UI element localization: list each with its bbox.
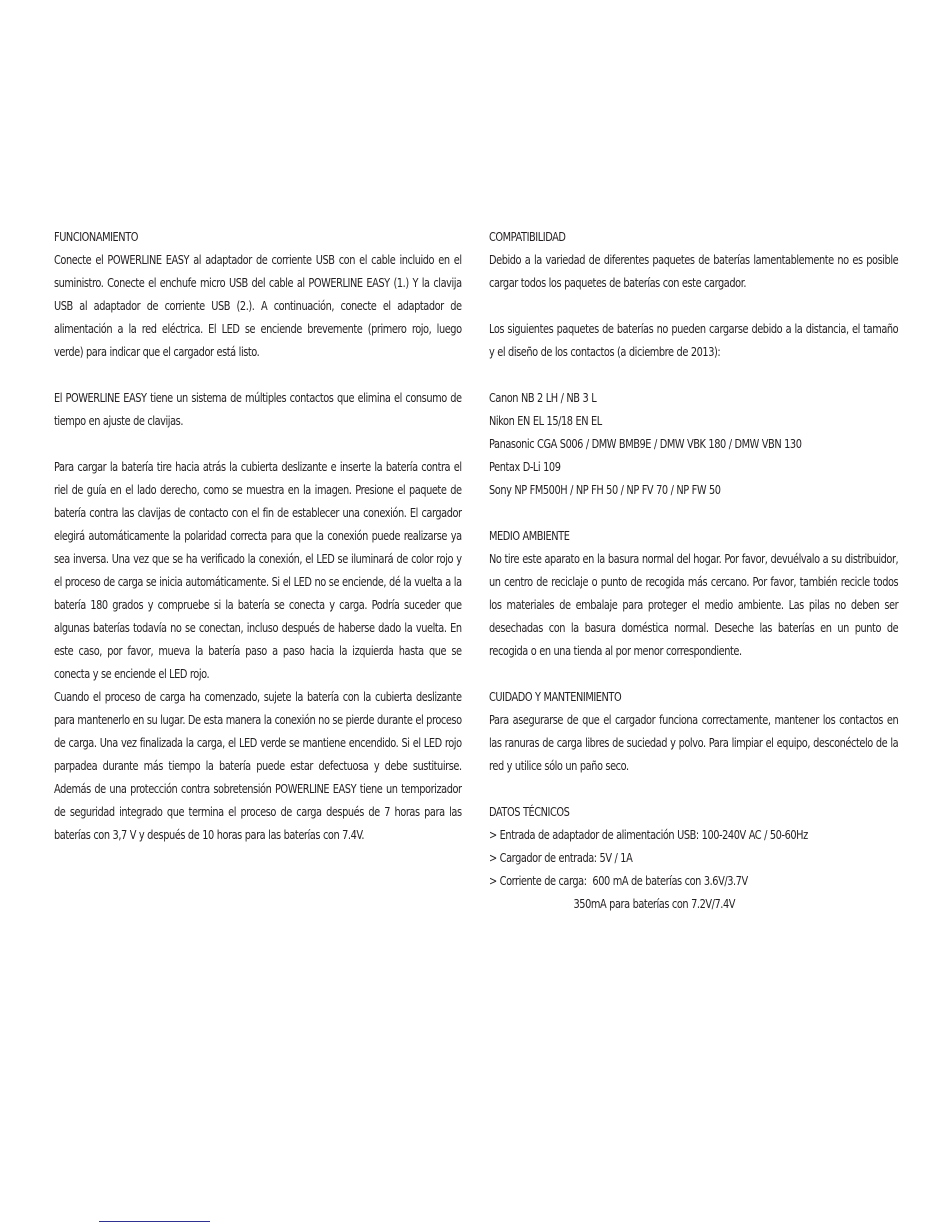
spec-line: 350mA para baterías con 7.2V/7.4V xyxy=(489,896,736,911)
spec-line: > Entrada de adaptador de alimentación USB: 100-240V AC / 50-60Hz xyxy=(489,827,808,842)
paragraph: Para cargar la batería tire hacia atrás la cubierta deslizante e inserte la batería contra el riel de guía en el lado derecho, como se muestra en la imagen. Presione el paquete de batería contra las clavijas de contacto con el fin de establecer una conexión. El cargador elegirá automáticamente la polaridad correcta para que la conexión puede realizarse ya sea inversa. Una vez que se ha verificado la conexión, el LED se iluminará de color rojo y el proceso de carga se inicia automáticamente. Si el LED no se enciende, dé la vuelta a la batería 180 grados y compruebe si la batería se conecta y carga. Podría suceder que algunas baterías todavía no se conectan, incluso después de haberse dado la vuelta. En este caso, por favor, mueva la batería paso a paso hacia la izquierda hasta que se conecta y se enciende el LED rojo. xyxy=(54,459,462,681)
list-item: Canon NB 2 LH / NB 3 L xyxy=(489,390,597,405)
paragraph: No tire este aparato en la basura normal del hogar. Por favor, devuélvalo a su distribuidor, un centro de reciclaje o punto de recogida más cercano. Por favor, también recicle todos los materiales de embalaje para proteger el medio ambiente. Las pilas no deben ser desechadas con la basura doméstica normal. Deseche las baterías en un punto de recogida o en una tienda al por menor correspondiente. xyxy=(489,551,899,658)
section-compatibilidad xyxy=(489,225,898,501)
paragraph: Los siguientes paquetes de baterías no pueden cargarse debido a la distancia, el tamaño y el diseño de los contactos (a diciembre de 2013): xyxy=(489,321,899,359)
paragraph: Para asegurarse de que el cargador funciona correctamente, mantener los contactos en las ranuras de carga libres de suciedad y polvo. Para limpiar el equipo, desconéctelo de la red y utilice sólo un paño seco. xyxy=(489,712,899,773)
list-item: Nikon EN EL 15/18 EN EL xyxy=(489,413,602,428)
spec-line: > Cargador de entrada: 5V / 1A xyxy=(489,850,633,865)
left-column xyxy=(54,225,462,846)
paragraph: Conecte el POWERLINE EASY al adaptador de corriente USB con el cable incluido en el suministro. Conecte el enchufe micro USB del cable al POWERLINE EASY (1.) Y la clavija USB al adaptador de corriente USB (2.). A continuación, conecte el adaptador de alimentación a la red eléctrica. El LED se enciende brevemente (primero rojo, luego verde) para indicar que el cargador está listo. xyxy=(54,252,462,359)
list-item: Panasonic CGA S006 / DMW BMB9E / DMW VBK 180 / DMW VBN 130 xyxy=(489,436,802,451)
footer-rule xyxy=(99,1221,210,1222)
heading-cuidado: CUIDADO Y MANTENIMIENTO xyxy=(489,689,622,704)
paragraph: El POWERLINE EASY tiene un sistema de múltiples contactos que elimina el consumo de tiempo en ajuste de clavijas. xyxy=(54,390,462,428)
paragraph: Debido a la variedad de diferentes paquetes de baterías lamentablemente no es posible cargar todos los paquetes de baterías con este cargador. xyxy=(489,252,899,290)
heading-compatibilidad: COMPATIBILIDAD xyxy=(489,229,566,244)
spec-line: > Corriente de carga: 600 mA de baterías con 3.6V/3.7V xyxy=(489,873,748,888)
list-item: Pentax D-Li 109 xyxy=(489,459,561,474)
section-datos-tecnicos xyxy=(489,800,898,915)
section-cuidado xyxy=(489,685,898,777)
battery-list xyxy=(489,386,898,501)
right-column xyxy=(489,225,898,915)
heading-datos-tecnicos: DATOS TÉCNICOS xyxy=(489,804,570,819)
list-item: Sony NP FM500H / NP FH 50 / NP FV 70 / NP FW 50 xyxy=(489,482,721,497)
section-medio-ambiente xyxy=(489,524,898,662)
heading-funcionamiento: FUNCIONAMIENTO xyxy=(54,229,139,244)
paragraph: Cuando el proceso de carga ha comenzado, sujete la batería con la cubierta deslizante para mantenerlo en su lugar. De esta manera la conexión no se pierde durante el proceso de carga. Una vez finalizada la carga, el LED verde se mantiene encendido. Si el LED rojo parpadea durante más tiempo la batería puede estar defectuosa y debe sustituirse. Además de una protección contra sobretensión POWERLINE EASY tiene un temporizador de seguridad integrado que termina el proceso de carga después de 7 horas para las baterías con 3,7 V y después de 10 horas para las baterías con 7.4V. xyxy=(54,689,462,842)
section-funcionamiento xyxy=(54,225,462,846)
heading-medio-ambiente: MEDIO AMBIENTE xyxy=(489,528,570,543)
